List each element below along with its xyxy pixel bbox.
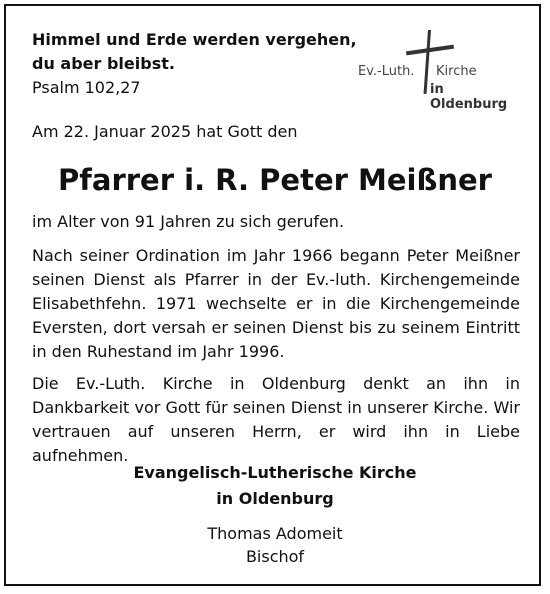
bible-verse: [32, 28, 357, 100]
intro-line: Am 22. Januar 2025 hat Gott den: [32, 122, 298, 141]
verse-reference: Psalm 102,27: [32, 78, 141, 97]
signature: [0, 522, 550, 568]
biography-paragraph: Nach seiner Ordination im Jahr 1966 begann Peter Meißner seinen Dienst als Pfarrer in der Ev.-luth. Kirchengemeinde Elisabethfehn. 1971 wechselte er in die Kirchengemeinde Eversten, dort versah er seinen Dienst bis zu seinem Eintritt in den Ruhestand im Jahr 1996.: [32, 246, 520, 361]
closing-organization: [0, 460, 550, 512]
church-logo: [358, 30, 523, 112]
closing-line-2: in Oldenburg: [216, 489, 334, 508]
verse-line-1: Himmel und Erde werden vergehen,: [32, 30, 357, 49]
deceased-name: Pfarrer i. R. Peter Meißner: [58, 163, 492, 197]
verse-line-2: du aber bleibst.: [32, 54, 175, 73]
signature-name: Thomas Adomeit: [207, 524, 343, 543]
signature-title: Bischof: [245, 547, 305, 566]
logo-text-left: Ev.-Luth.: [358, 64, 415, 79]
logo-text-right-1: Kirche: [436, 64, 477, 79]
logo-text-right-2: in Oldenburg: [430, 82, 508, 112]
closing-line-1: Evangelisch-Lutherische Kirche: [133, 463, 417, 482]
age-line: im Alter von 91 Jahren zu sich gerufen.: [32, 212, 345, 231]
gratitude-paragraph: Die Ev.-Luth. Kirche in Oldenburg denkt an ihn in Dankbarkeit vor Gott für seinen Dienst in unserer Kirche. Wir vertrauen auf unseren Herrn, er wird ihn in Liebe aufnehmen.: [32, 374, 520, 465]
